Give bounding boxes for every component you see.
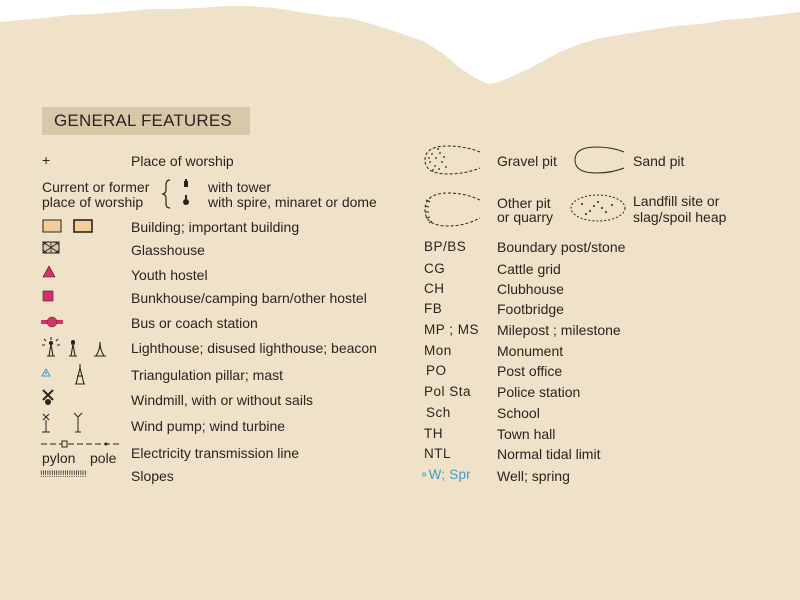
abbr-mon: Mon — [424, 343, 452, 358]
abbr-w-spr: ∘W; Spr — [420, 467, 471, 482]
abbr-label-monument: Monument — [497, 343, 564, 359]
label-place-of-worship: Place of worship — [131, 153, 234, 169]
label-wind-pump: Wind pump; wind turbine — [131, 418, 286, 434]
abbr-label-boundary: Boundary post/stone — [497, 239, 626, 255]
label-sand-pit: Sand pit — [633, 153, 685, 169]
abbr-label-milepost: Milepost ; milestone — [497, 322, 621, 338]
label-other-pit-2: or quarry — [497, 209, 554, 225]
label-youth-hostel: Youth hostel — [131, 267, 208, 283]
youth-hostel-icon — [42, 265, 58, 279]
heading: GENERAL FEATURES — [54, 111, 232, 130]
heading-box — [42, 107, 250, 135]
building-icons — [42, 218, 96, 234]
electricity-line-icon — [40, 440, 122, 450]
sand-pit-icon — [572, 146, 628, 176]
abbr-label-well-spring: Well; spring — [497, 468, 570, 484]
label-other-pit-1: Other pit — [497, 195, 551, 211]
abbr-mp-ms: MP ; MS — [424, 322, 480, 337]
label-electricity: Electricity transmission line — [131, 445, 300, 461]
label-gravel-pit: Gravel pit — [497, 153, 557, 169]
label-bunkhouse: Bunkhouse/camping barn/other hostel — [131, 290, 367, 306]
label-slopes: Slopes — [131, 468, 174, 484]
abbr-bp-bs: BP/BS — [424, 239, 467, 254]
lighthouse-icons — [40, 336, 112, 358]
abbr-cg: CG — [424, 261, 446, 276]
abbr-label-tidal-limit: Normal tidal limit — [497, 446, 601, 462]
label-bus-station: Bus or coach station — [131, 315, 258, 331]
label-building: Building; important building — [131, 219, 300, 235]
abbr-ch: CH — [424, 281, 445, 296]
landfill-icon — [568, 192, 630, 226]
abbr-label-police: Police station — [497, 384, 581, 400]
glasshouse-icon — [42, 241, 62, 255]
label-glasshouse: Glasshouse — [131, 242, 205, 258]
bunkhouse-icon — [42, 290, 56, 304]
abbr-label-cattle-grid: Cattle grid — [497, 261, 561, 277]
other-pit-icon — [420, 190, 484, 230]
windmill-icon — [40, 388, 60, 408]
label-current-former-1: Current or former — [42, 179, 150, 195]
worship-brace-icons — [160, 178, 200, 210]
abbr-sch: Sch — [426, 405, 451, 420]
triangulation-mast-icons — [40, 362, 100, 386]
label-with-tower: with tower — [208, 179, 272, 195]
gravel-pit-icon — [420, 144, 484, 178]
abbr-fb: FB — [424, 301, 443, 316]
abbr-label-clubhouse: Clubhouse — [497, 281, 564, 297]
label-with-spire: with spire, minaret or dome — [208, 194, 377, 210]
label-triangulation: Triangulation pillar; mast — [131, 367, 283, 383]
label-landfill-1: Landfill site or — [633, 193, 720, 209]
abbr-label-school: School — [497, 405, 540, 421]
label-pylon: pylon — [42, 450, 76, 466]
label-landfill-2: slag/spoil heap — [633, 209, 727, 225]
bus-station-icon — [40, 315, 66, 329]
abbr-pol-sta: Pol Sta — [424, 384, 472, 399]
abbr-th: TH — [424, 426, 443, 441]
label-lighthouse: Lighthouse; disused lighthouse; beacon — [131, 340, 377, 356]
abbr-ntl: NTL — [424, 446, 452, 461]
label-current-former-2: place of worship — [42, 194, 144, 210]
wind-pump-turbine-icons — [40, 412, 100, 436]
abbr-label-town-hall: Town hall — [497, 426, 556, 442]
label-pole: pole — [90, 450, 117, 466]
worship-symbol: + — [42, 152, 51, 168]
label-windmill: Windmill, with or without sails — [131, 392, 314, 408]
slopes-icon: !!!!!!!!!!!!!!!!!!!!! — [40, 469, 87, 479]
abbr-label-footbridge: Footbridge — [497, 301, 564, 317]
abbr-label-post-office: Post office — [497, 363, 563, 379]
abbr-po: PO — [426, 363, 447, 378]
